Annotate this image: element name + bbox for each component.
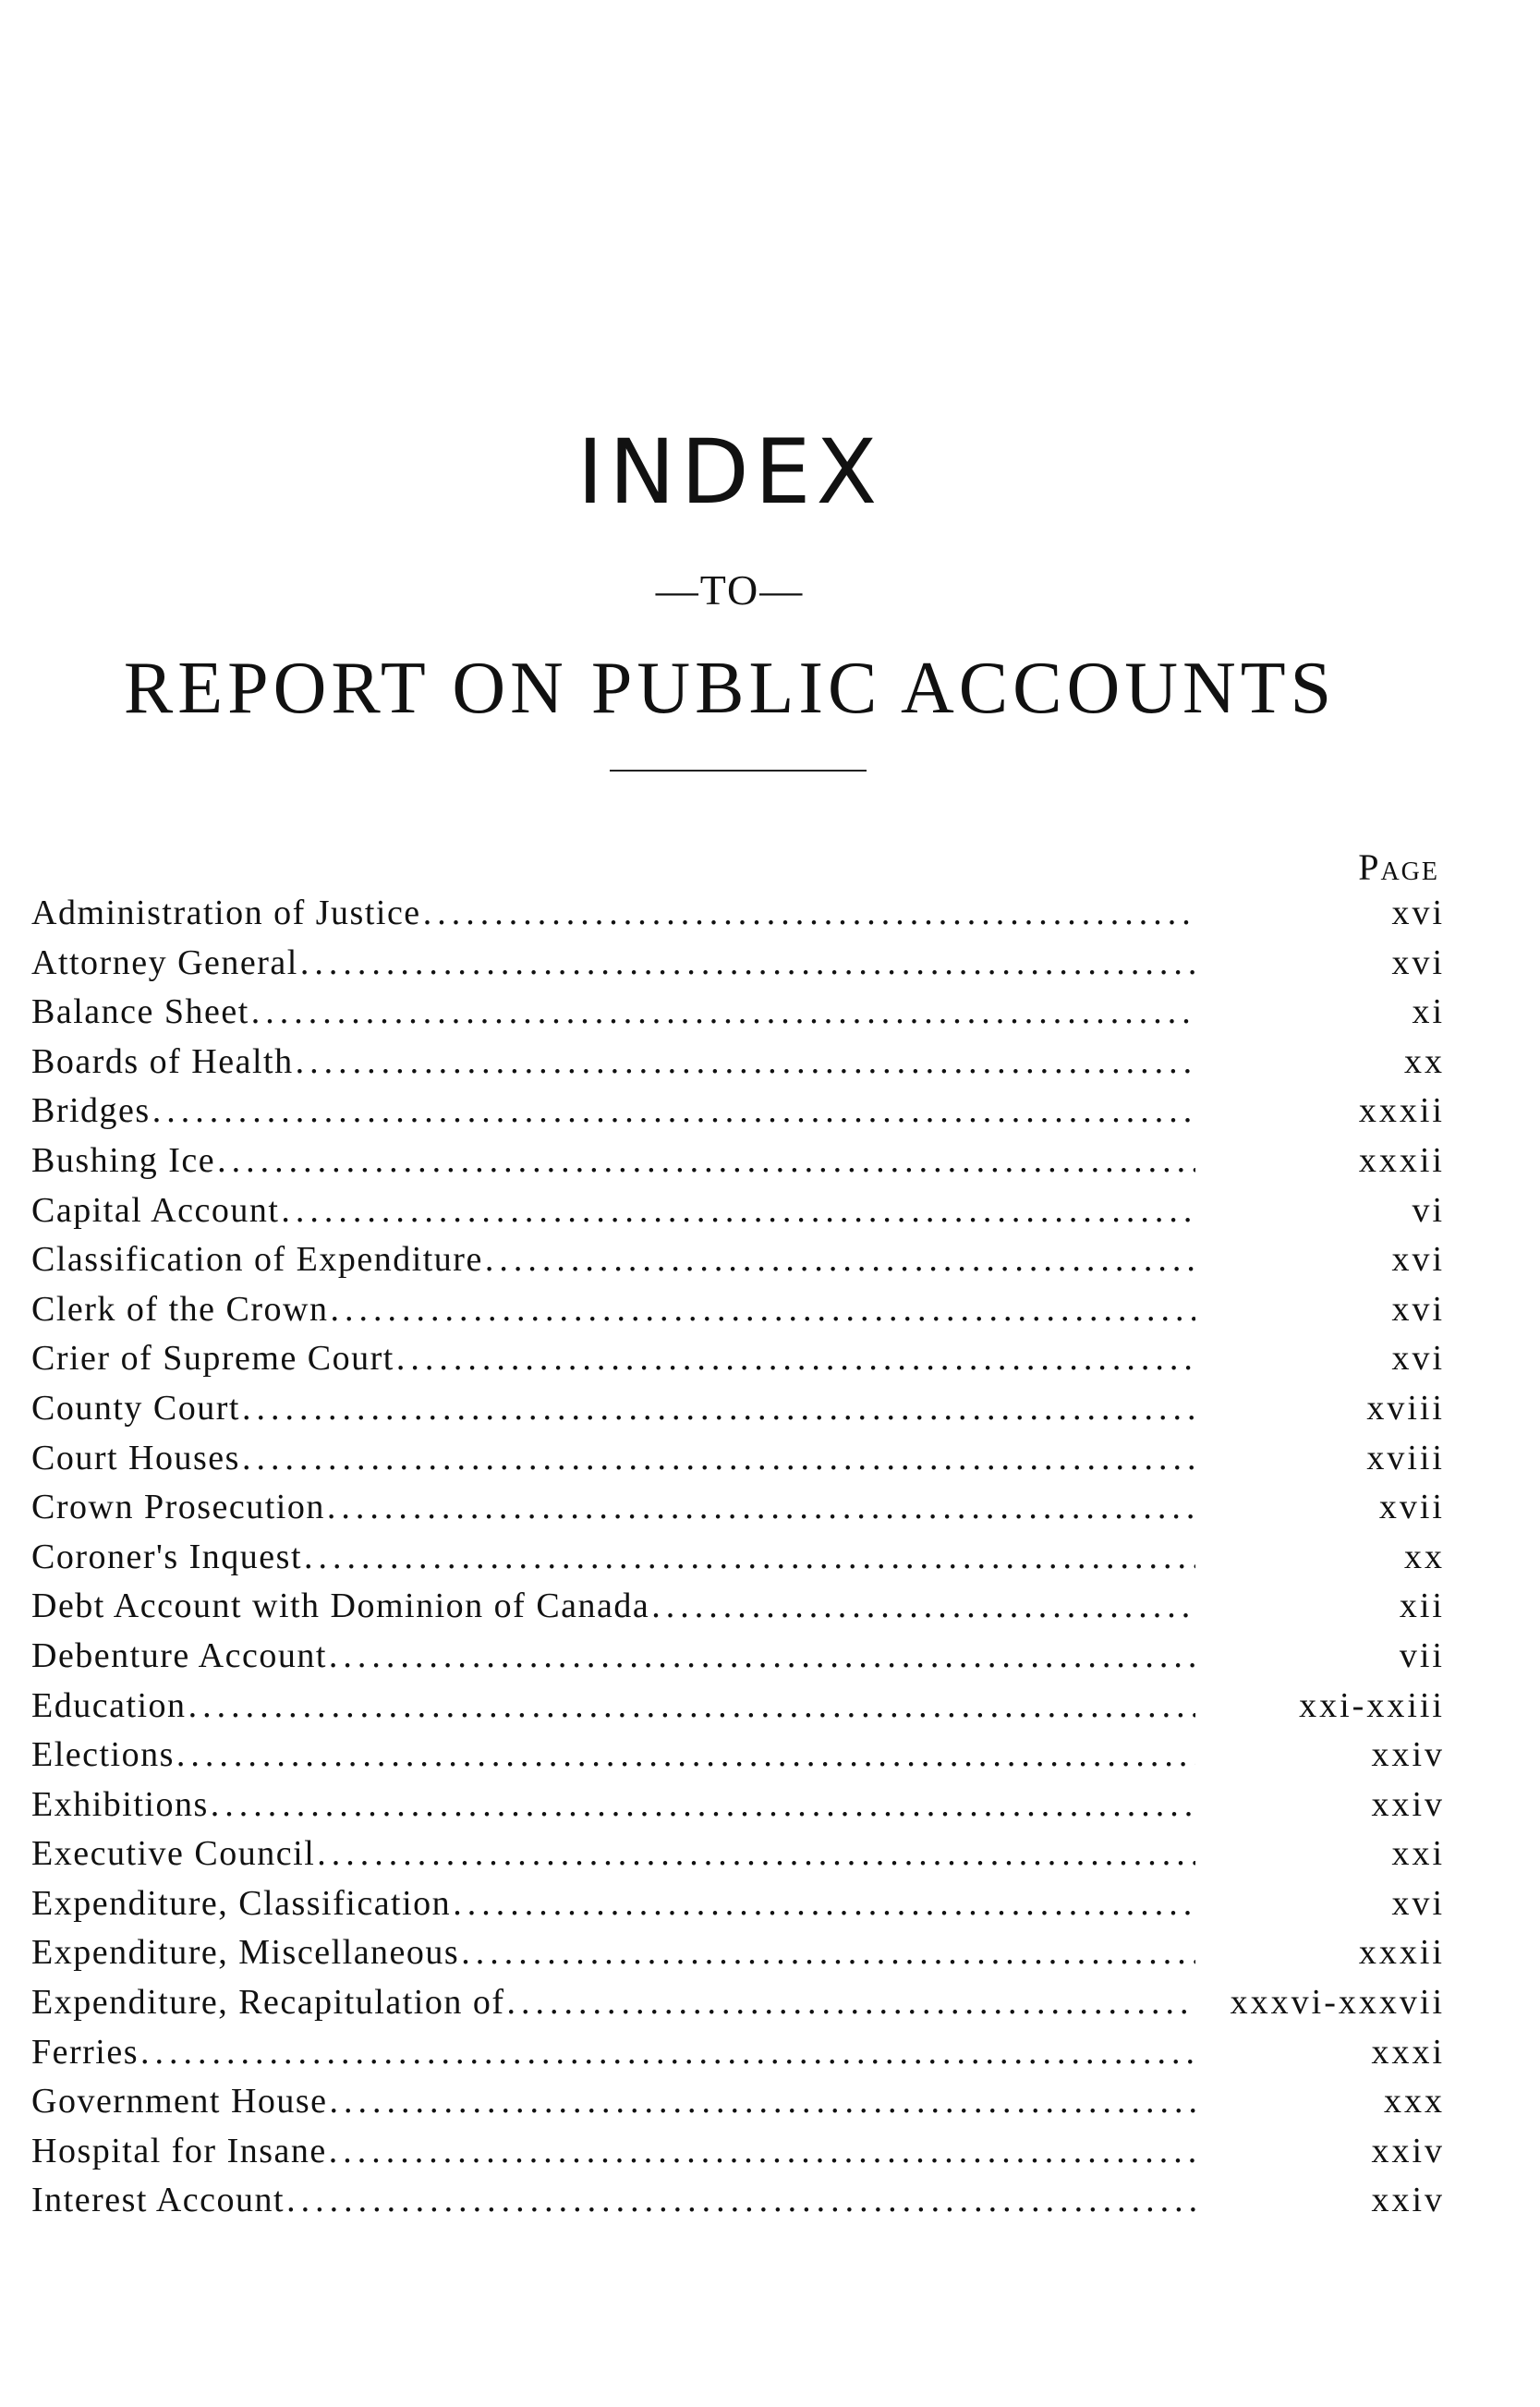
index-entry-page: xvi bbox=[1391, 1240, 1445, 1280]
dot-leader bbox=[175, 1734, 1195, 1775]
index-entry-label-wrap bbox=[31, 1784, 1195, 1825]
index-entry bbox=[31, 2032, 1445, 2082]
index-entry-label: County Court bbox=[31, 1388, 240, 1428]
index-entry-label: Attorney General bbox=[31, 942, 298, 982]
index-entry-label: Ferries bbox=[31, 2032, 139, 2072]
dot-leader bbox=[215, 1140, 1195, 1181]
index-entry-label-wrap bbox=[31, 942, 1195, 983]
index-entry bbox=[31, 1388, 1445, 1438]
dot-leader bbox=[459, 1932, 1195, 1973]
index-entry-label-wrap bbox=[31, 1239, 1195, 1280]
index-entry-label-wrap bbox=[31, 2081, 1195, 2121]
index-entry bbox=[31, 1537, 1445, 1586]
index-entry-label: Bridges bbox=[31, 1091, 151, 1131]
index-entry-label: Crown Prosecution bbox=[31, 1488, 325, 1527]
dot-leader bbox=[294, 1041, 1195, 1082]
index-subtitle: —TO— bbox=[655, 566, 805, 614]
index-entry bbox=[31, 2081, 1445, 2131]
index-entry-page: xxiv bbox=[1371, 2131, 1445, 2170]
index-entry bbox=[31, 1635, 1445, 1685]
index-entry-label: Interest Account bbox=[31, 2181, 285, 2220]
index-entry-label-wrap bbox=[31, 1140, 1195, 1181]
dot-leader bbox=[151, 1090, 1195, 1131]
dot-leader bbox=[483, 1239, 1195, 1280]
dot-leader bbox=[139, 2032, 1195, 2073]
index-entry-label-wrap bbox=[31, 1338, 1195, 1379]
dot-leader bbox=[327, 2131, 1195, 2171]
index-entry-label: Executive Council bbox=[31, 1834, 316, 1874]
dot-leader bbox=[298, 942, 1195, 983]
index-entry bbox=[31, 2131, 1445, 2181]
index-entry-label-wrap bbox=[31, 1041, 1195, 1082]
index-entry bbox=[31, 2180, 1445, 2230]
divider-rule bbox=[610, 770, 867, 772]
index-entry-label: Administration of Justice bbox=[31, 894, 421, 932]
dot-leader bbox=[504, 1982, 1195, 2023]
index-entry-label-wrap bbox=[31, 1289, 1195, 1330]
index-entry-label: Expenditure, Recapitulation of bbox=[31, 1983, 505, 2023]
index-entry-page: xvi bbox=[1391, 1883, 1445, 1923]
dot-leader bbox=[328, 2081, 1195, 2121]
index-entry-page: xxiv bbox=[1371, 2181, 1445, 2220]
index-entry bbox=[31, 1090, 1445, 1140]
dot-leader bbox=[209, 1784, 1195, 1825]
index-entry-page: xxxi bbox=[1371, 2032, 1445, 2072]
dot-leader bbox=[325, 1487, 1195, 1527]
index-entry-label: Expenditure, Classification bbox=[31, 1883, 452, 1923]
index-entry-page: xii bbox=[1399, 1586, 1445, 1626]
index-entry-label-wrap bbox=[31, 1438, 1195, 1478]
index-title: INDEX bbox=[576, 420, 883, 524]
index-entry-label: Court Houses bbox=[31, 1438, 240, 1477]
index-entry-label-wrap bbox=[31, 1537, 1195, 1577]
dot-leader bbox=[421, 893, 1195, 933]
index-entry-label-wrap bbox=[31, 1883, 1195, 1924]
index-entry-page: xvi bbox=[1391, 1289, 1445, 1329]
index-entry bbox=[31, 942, 1445, 992]
index-entry-label: Exhibitions bbox=[31, 1784, 209, 1824]
index-entry-page: xvi bbox=[1391, 1339, 1445, 1379]
index-entry-page: xxiv bbox=[1371, 1784, 1445, 1824]
dot-leader bbox=[315, 1833, 1195, 1874]
index-entry-label-wrap bbox=[31, 1487, 1195, 1527]
index-entry bbox=[31, 1140, 1445, 1190]
index-entry-page: xxi-xxiii bbox=[1299, 1685, 1445, 1725]
index-entry-page: xxxii bbox=[1358, 1933, 1445, 1973]
dot-leader bbox=[187, 1685, 1195, 1726]
index-entry bbox=[31, 1586, 1445, 1635]
dot-leader bbox=[327, 1635, 1195, 1676]
index-entry bbox=[31, 1734, 1445, 1784]
index-entry-page: xvii bbox=[1378, 1488, 1445, 1527]
index-entry-page: xvi bbox=[1391, 942, 1445, 982]
index-entry-label: Debt Account with Dominion of Canada bbox=[31, 1586, 650, 1626]
index-entry-page: xxxvi-xxxvii bbox=[1230, 1983, 1445, 2023]
dot-leader bbox=[240, 1438, 1195, 1478]
index-entry bbox=[31, 1289, 1445, 1339]
page-column-header: Page bbox=[1358, 846, 1439, 888]
index-entry-page: xxi bbox=[1391, 1834, 1445, 1874]
index-entry-label-wrap bbox=[31, 2131, 1195, 2171]
index-entry-page: xx bbox=[1404, 1537, 1445, 1576]
index-entry bbox=[31, 1041, 1445, 1091]
index-entry-page: vii bbox=[1399, 1635, 1445, 1675]
index-entry-label-wrap bbox=[31, 1685, 1195, 1726]
index-entry-label: Elections bbox=[31, 1735, 175, 1775]
index-entry-label-wrap bbox=[31, 1833, 1195, 1874]
index-entry-label: Debenture Account bbox=[31, 1635, 327, 1675]
index-entry bbox=[31, 1338, 1445, 1388]
index-entry bbox=[31, 1487, 1445, 1537]
index-entry-label-wrap bbox=[31, 1586, 1195, 1626]
index-entry-page: xx bbox=[1404, 1041, 1445, 1081]
index-entry-page: xxxii bbox=[1358, 1140, 1445, 1180]
index-entry-page: xviii bbox=[1366, 1388, 1445, 1428]
dot-leader bbox=[249, 991, 1195, 1032]
dot-leader bbox=[279, 1190, 1195, 1231]
index-entry-label: Capital Account bbox=[31, 1190, 280, 1230]
index-entry bbox=[31, 1883, 1445, 1933]
index-entry-label-wrap bbox=[31, 1982, 1195, 2023]
index-entry bbox=[31, 893, 1445, 942]
index-entry-label: Hospital for Insane bbox=[31, 2131, 327, 2170]
index-entry-label: Government House bbox=[31, 2082, 328, 2121]
index-entry bbox=[31, 1784, 1445, 1834]
index-entry bbox=[31, 1239, 1445, 1289]
index-entry-label-wrap bbox=[31, 2180, 1195, 2220]
index-entry-label-wrap bbox=[31, 1190, 1195, 1231]
index-entry-label: Balance Sheet bbox=[31, 992, 249, 1032]
dot-leader bbox=[240, 1388, 1195, 1428]
index-entry-label-wrap bbox=[31, 893, 1195, 933]
index-entry bbox=[31, 1932, 1445, 1982]
dot-leader bbox=[302, 1537, 1195, 1577]
index-entry-label: Expenditure, Miscellaneous bbox=[31, 1933, 460, 1973]
index-entry bbox=[31, 1190, 1445, 1240]
index-entry bbox=[31, 1438, 1445, 1488]
report-heading: REPORT ON PUBLIC ACCOUNTS bbox=[123, 648, 1337, 729]
index-entry bbox=[31, 1982, 1445, 2032]
dot-leader bbox=[328, 1289, 1195, 1330]
index-entry-page: xxiv bbox=[1371, 1735, 1445, 1775]
index-entry-list bbox=[31, 893, 1445, 2230]
index-entry-page: xxx bbox=[1384, 2082, 1445, 2121]
index-entry-label: Education bbox=[31, 1685, 187, 1725]
index-entry-label: Bushing Ice bbox=[31, 1140, 216, 1180]
index-entry-label-wrap bbox=[31, 1388, 1195, 1428]
index-entry-page: vi bbox=[1412, 1190, 1445, 1230]
index-entry-label-wrap bbox=[31, 1635, 1195, 1676]
dot-leader bbox=[649, 1586, 1195, 1626]
index-entry-label-wrap bbox=[31, 1090, 1195, 1131]
index-entry bbox=[31, 991, 1445, 1041]
dot-leader bbox=[451, 1883, 1195, 1924]
dot-leader bbox=[285, 2180, 1195, 2220]
index-entry-label-wrap bbox=[31, 1734, 1195, 1775]
index-entry-label: Boards of Health bbox=[31, 1041, 294, 1081]
index-entry-label: Classification of Expenditure bbox=[31, 1240, 483, 1280]
index-entry bbox=[31, 1685, 1445, 1735]
index-entry-page: xxxii bbox=[1358, 1091, 1445, 1131]
index-entry-page: xviii bbox=[1366, 1438, 1445, 1477]
index-entry-label: Clerk of the Crown bbox=[31, 1289, 329, 1329]
index-entry-label-wrap bbox=[31, 2032, 1195, 2073]
index-entry-label-wrap bbox=[31, 991, 1195, 1032]
index-entry bbox=[31, 1833, 1445, 1883]
index-entry-label-wrap bbox=[31, 1932, 1195, 1973]
index-entry-page: xi bbox=[1412, 992, 1445, 1032]
index-entry-label: Crier of Supreme Court bbox=[31, 1339, 394, 1379]
index-entry-label: Coroner's Inquest bbox=[31, 1537, 303, 1576]
dot-leader bbox=[394, 1338, 1195, 1379]
index-entry-page: xvi bbox=[1391, 894, 1445, 932]
